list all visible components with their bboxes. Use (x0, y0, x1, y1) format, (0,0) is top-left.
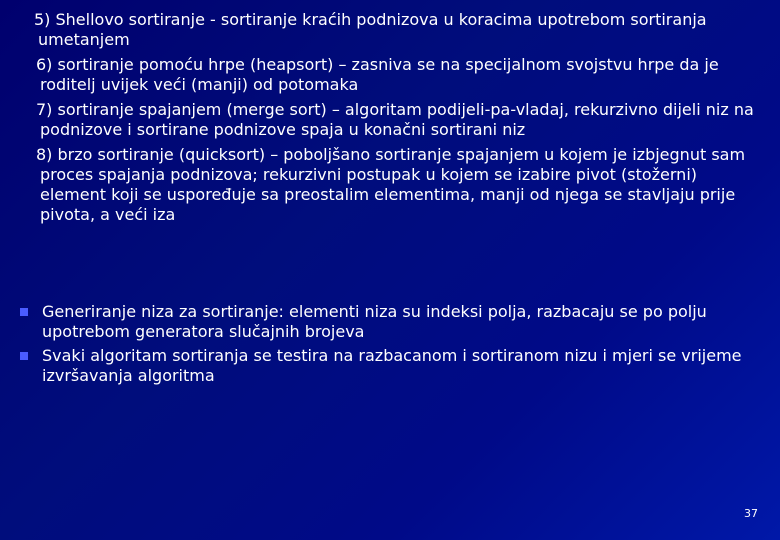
list-item-quicksort: 8) brzo sortiranje (quicksort) – poboljšano sortiranje spajanjem u kojem je izbjegnut sam proces spajanja podnizova; rekurzivni postupak u kojem se izabire pivot (stožerni) element koji se uspoređuje sa preostalim elementima, manji od njega se stavljaju prije pivota, a veći iza (36, 145, 746, 224)
bullet-list (20, 302, 760, 390)
bullet-item-generation (20, 302, 760, 342)
square-bullet-icon (20, 308, 28, 316)
page-number: 37 (744, 507, 758, 520)
bullet-item-testing (20, 346, 760, 386)
numbered-list (36, 10, 766, 230)
bullet-text: Svaki algoritam sortiranja se testira na razbacanom i sortiranom nizu i mjeri se vrijeme izvršavanja algoritma (42, 346, 742, 385)
list-item-merge-sort: 7) sortiranje spajanjem (merge sort) – algoritam podijeli-pa-vladaj, rekurzivno dijeli niz na podnizove i sortirane podnizove spaja u konačni sortirani niz (36, 100, 754, 139)
list-item-heapsort: 6) sortiranje pomoću hrpe (heapsort) – zasniva se na specijalnom svojstvu hrpe da je roditelj uvijek veći (manji) od potomaka (36, 55, 719, 94)
list-item-shellsort: 5) Shellovo sortiranje - sortiranje kraćih podnizova u koracima upotrebom sortiranja umetanjem (34, 10, 707, 49)
square-bullet-icon (20, 352, 28, 360)
bullet-text: Generiranje niza za sortiranje: elementi niza su indeksi polja, razbacaju se po polju upotrebom generatora slučajnih brojeva (42, 302, 707, 341)
